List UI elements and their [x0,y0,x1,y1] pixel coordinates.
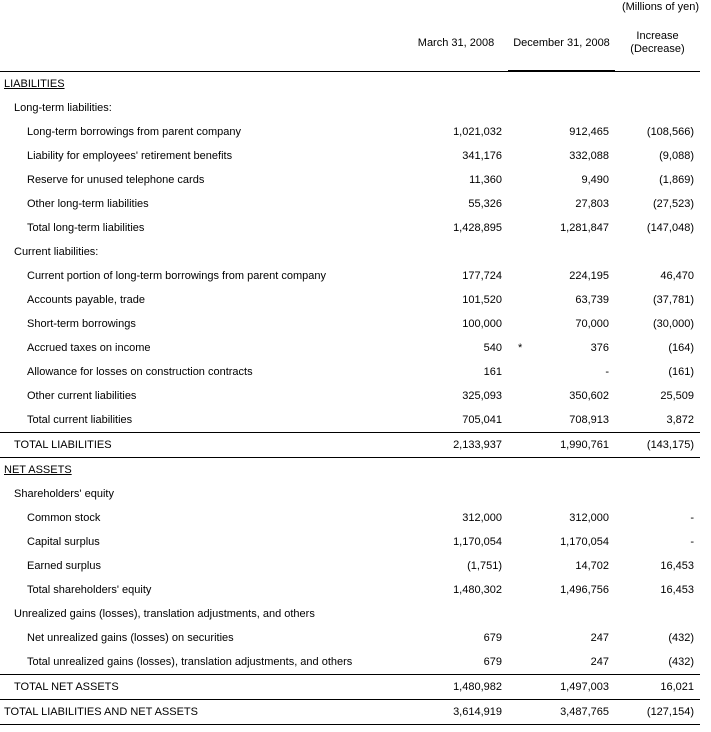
row-value-increase: 3,872 [666,414,694,426]
row-value-december: 312,000 [569,512,609,524]
row-value-march: 101,520 [462,294,502,306]
long-term-liabilities-heading: Long-term liabilities: [14,102,112,114]
row-value-increase: (432) [668,632,694,644]
empty-cell-increase [615,240,700,264]
shareholders-equity-heading: Shareholders' equity [14,488,114,500]
table-row [0,530,700,554]
row-label: Current portion of long-term borrowings from parent company [27,270,326,282]
row-value-increase: 16,021 [615,675,700,700]
table-row [0,578,700,602]
balance-sheet-table [0,16,700,725]
row-value-increase: 16,453 [660,584,694,596]
row-value-december: 14,702 [575,560,609,572]
row-label: Total shareholders' equity [27,584,152,596]
row-value-increase: 25,509 [660,390,694,402]
column-header-december: December 31, 2008 [508,16,615,71]
row-value-increase: (432) [668,656,694,668]
row-value-march: 161 [483,366,502,378]
empty-cell-increase [615,71,700,96]
row-value-increase: (37,781) [653,294,694,306]
row-value-december: 1,496,756 [560,584,609,596]
table-row [0,264,700,288]
row-label: Earned surplus [27,560,101,572]
table-row [0,650,700,675]
empty-cell-march [404,602,508,626]
row-value-march: 540 [483,342,502,354]
section-heading-liabilities-cell [0,71,404,96]
row-label: Long-term borrowings from parent company [27,126,241,138]
empty-cell-december [508,458,615,483]
empty-cell-march [404,240,508,264]
table-row [0,144,700,168]
row-value-increase: (1,869) [659,174,694,186]
total-net-assets-row [0,675,700,700]
row-label: Short-term borrowings [27,318,136,330]
row-label: Other current liabilities [27,390,137,402]
row-label: Liability for employees' retirement benefits [27,150,233,162]
section-heading-net-assets-row [0,458,700,483]
empty-cell-increase [615,482,700,506]
row-value-increase: - [690,536,694,548]
row-label: Accounts payable, trade [27,294,146,306]
units-note: (Millions of yen) [621,1,699,13]
row-value-december: 27,803 [575,198,609,210]
row-value-march: 1,021,032 [453,126,502,138]
row-value-increase: (127,154) [615,700,700,725]
row-value-increase: (27,523) [653,198,694,210]
row-value-increase: (161) [668,366,694,378]
net-assets-heading-text: NET ASSETS [4,464,72,476]
row-value-march: 705,041 [462,414,502,426]
empty-cell-increase [615,458,700,483]
row-value-march: 341,176 [462,150,502,162]
empty-cell-increase [615,96,700,120]
table-row [0,120,700,144]
row-value-december: 247 [590,656,609,668]
column-header-increase-line2: (Decrease) [630,43,685,56]
row-value-increase: (108,566) [646,126,694,138]
section-heading-net-assets-cell [0,458,404,483]
row-value-march: 3,614,919 [404,700,508,725]
unrealized-gains-heading: Unrealized gains (losses), translation adjustments, and others [14,608,315,620]
empty-cell-march [404,71,508,96]
empty-cell-december [508,96,615,120]
row-value-december: 70,000 [575,318,609,330]
row-value-march: (1,751) [467,560,502,572]
empty-cell-march [404,458,508,483]
empty-cell-december [508,71,615,96]
row-value-december: 247 [590,632,609,644]
table-row [0,384,700,408]
row-value-increase: (164) [668,342,694,354]
empty-cell-increase [615,602,700,626]
row-value-march: 1,480,982 [404,675,508,700]
empty-cell-march [404,482,508,506]
row-value-march: 177,724 [462,270,502,282]
row-value-march: 100,000 [462,318,502,330]
row-label: TOTAL NET ASSETS [0,675,404,700]
table-row [0,408,700,433]
table-row [0,554,700,578]
column-header-march: March 31, 2008 [404,16,508,71]
subsection-long-term-liabilities-row [0,96,700,120]
row-value-december [508,336,615,360]
row-value-march: 679 [483,656,502,668]
row-label: Total long-term liabilities [27,222,145,234]
row-value-december: 1,497,003 [508,675,615,700]
row-label: Net unrealized gains (losses) on securities [27,632,234,644]
row-value-increase: (143,175) [615,433,700,458]
table-row [0,168,700,192]
row-label: Common stock [27,512,101,524]
row-value-march: 1,480,302 [453,584,502,596]
row-value-december: 1,281,847 [560,222,609,234]
table-row [0,360,700,384]
row-value-december: 63,739 [575,294,609,306]
table-row [0,288,700,312]
row-value-increase: (30,000) [653,318,694,330]
current-liabilities-heading: Current liabilities: [14,246,99,258]
row-value-increase: (9,088) [659,150,694,162]
table-row [0,216,700,240]
table-row [0,312,700,336]
row-label: Allowance for losses on construction contracts [27,366,253,378]
row-value-december: 1,170,054 [560,536,609,548]
row-value-march: 679 [483,632,502,644]
footnote-asterisk-marker: * [518,342,523,354]
row-value-december: 350,602 [569,390,609,402]
table-row [0,506,700,530]
column-header-increase [615,16,700,71]
row-value-december: 912,465 [569,126,609,138]
row-value-march: 325,093 [462,390,502,402]
column-header-label [0,16,404,71]
row-label: TOTAL LIABILITIES AND NET ASSETS [0,700,404,725]
row-label: Other long-term liabilities [27,198,149,210]
row-value-december: 332,088 [569,150,609,162]
row-value-march: 1,170,054 [453,536,502,548]
row-value-march: 312,000 [462,512,502,524]
total-liabilities-and-net-assets-row [0,700,700,725]
column-header-increase-line1: Increase [636,30,679,43]
section-heading-liabilities-row [0,71,700,96]
subsection-current-liabilities-row [0,240,700,264]
row-value-increase: (147,048) [646,222,694,234]
row-value-increase: - [690,512,694,524]
row-label: Reserve for unused telephone cards [27,174,205,186]
subsection-shareholders-equity-row [0,482,700,506]
total-liabilities-row [0,433,700,458]
empty-cell-december [508,602,615,626]
table-row [0,626,700,650]
table-row [0,336,700,360]
row-value-increase: 16,453 [660,560,694,572]
empty-cell-december [508,240,615,264]
row-value-march: 11,360 [469,174,502,186]
row-value-march: 2,133,937 [404,433,508,458]
table-row [0,192,700,216]
row-value-december: 3,487,765 [508,700,615,725]
row-label: Total unrealized gains (losses), translation adjustments, and others [27,656,353,668]
table-header-row [0,16,700,71]
row-value-december: - [605,366,609,378]
row-value-march: 55,326 [468,198,502,210]
row-value-increase: 46,470 [660,270,694,282]
empty-cell-march [404,96,508,120]
row-value-march: 1,428,895 [453,222,502,234]
row-label: Capital surplus [27,536,100,548]
liabilities-heading-text: LIABILITIES [4,77,65,90]
row-label: Accrued taxes on income [27,342,151,354]
row-value-december-text: 376 [590,342,609,354]
empty-cell-december [508,482,615,506]
subsection-unrealized-gains-row [0,602,700,626]
row-value-december: 1,990,761 [508,433,615,458]
row-value-december: 224,195 [569,270,609,282]
row-label: TOTAL LIABILITIES [0,433,404,458]
row-label: Total current liabilities [27,414,133,426]
row-value-december: 9,490 [581,174,609,186]
row-value-december: 708,913 [569,414,609,426]
